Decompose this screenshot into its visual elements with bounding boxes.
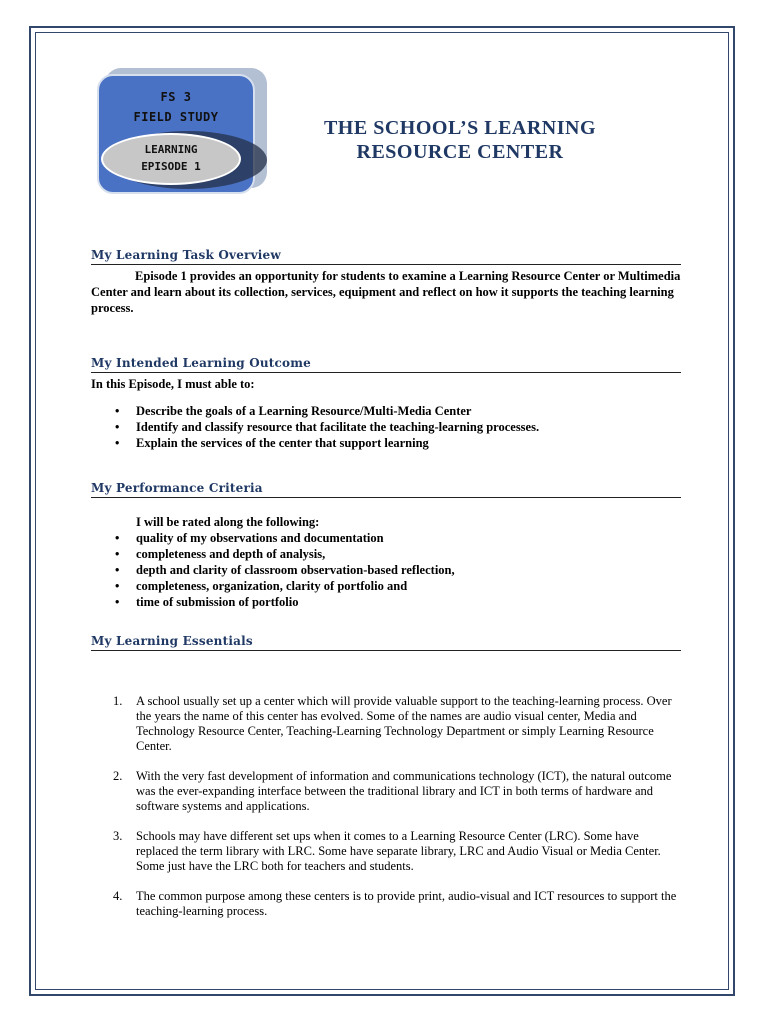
list-item: • Describe the goals of a Learning Resource/Multi-Media Center [91, 403, 681, 419]
list-item [91, 829, 681, 874]
title-line-2: RESOURCE CENTER [356, 141, 564, 163]
document-title [280, 116, 640, 164]
list-item [91, 694, 681, 754]
item-text: The common purpose among these centers is to provide print, audio-visual and ICT resources to support the teaching-learning process. [136, 889, 677, 918]
item-number: 4. [113, 889, 123, 903]
list-item: • Explain the services of the center that support learning [91, 435, 681, 451]
list-item: • completeness and depth of analysis, [91, 546, 681, 562]
criteria-heading: My Performance Criteria [91, 481, 681, 498]
badge-course: FS 3 [160, 90, 192, 104]
badge-learning: LEARNING [144, 143, 198, 156]
outcome-intro: In this Episode, I must able to: [91, 377, 255, 391]
overview-text: Episode 1 provides an opportunity for students to examine a Learning Resource Center or Multimedia Center and learn about its collection, services, equipment and reflect on how it supports the teaching learning process. [91, 269, 681, 315]
criteria-intro: I will be rated along the following: [136, 515, 320, 529]
item-text: Schools may have different set ups when it comes to a Learning Resource Center (LRC). Some have replaced the term library with LRC. Some have separate library, LRC and Audio Visual or Media Center. Some just have the LRC both for teachers and students. [136, 829, 661, 873]
item-number: 1. [113, 694, 123, 708]
list-item: • Identify and classify resource that facilitate the teaching-learning processes. [91, 419, 681, 435]
item-number: 3. [113, 829, 123, 843]
list-item: • depth and clarity of classroom observation-based reflection, [91, 562, 681, 578]
badge-episode: EPISODE 1 [141, 160, 201, 173]
outcome-heading: My Intended Learning Outcome [91, 356, 681, 373]
outcome-list [91, 403, 681, 451]
item-text: A school usually set up a center which will provide valuable support to the teaching-learning process. Over the years the name of this center has evolved. Some of the names are audio visual center, Media and Technology Resource Center, Teaching-Learning Technology Department or simply Learning Resource Center. [136, 694, 672, 753]
criteria-list [91, 530, 681, 610]
essentials-heading: My Learning Essentials [91, 634, 681, 651]
list-item: • quality of my observations and documentation [91, 530, 681, 546]
list-item [91, 889, 681, 919]
list-item: • time of submission of portfolio [91, 594, 681, 610]
badge-subject: FIELD STUDY [133, 110, 219, 124]
item-number: 2. [113, 769, 123, 783]
overview-heading: My Learning Task Overview [91, 248, 681, 265]
list-item: • completeness, organization, clarity of portfolio and [91, 578, 681, 594]
item-text: With the very fast development of information and communications technology (ICT), the natural outcome was the ever-expanding interface between the traditional library and ICT in both terms of hardware and software systems and applications. [136, 769, 672, 813]
essentials-list [91, 694, 681, 934]
list-item [91, 769, 681, 814]
badge-episode-oval [101, 133, 241, 185]
title-line-1: THE SCHOOL’S LEARNING [323, 117, 597, 139]
